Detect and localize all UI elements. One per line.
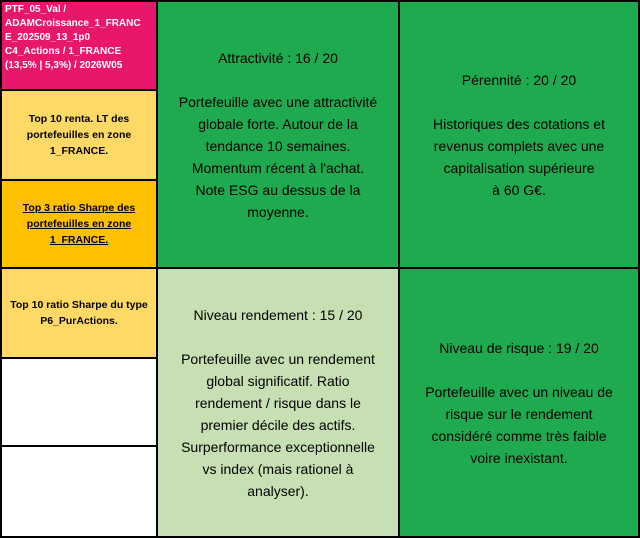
risque-title: Niveau de risque : 19 / 20 — [439, 339, 599, 356]
ranking-item-label: Top 10 renta. LT des portefeuilles en zone 1_FRANCE. — [26, 113, 132, 157]
text-line: considéré comme très faible — [431, 427, 607, 444]
text-line: globale forte. Autour de la — [198, 115, 358, 132]
text-line: revenus complets avec une — [433, 137, 605, 154]
risque-panel — [398, 267, 640, 538]
ranking-item-sharpe-zone[interactable] — [0, 179, 158, 269]
ranking-item-empty — [0, 445, 158, 538]
text-line: vs index (mais rationel à — [202, 460, 354, 477]
header-line: ADAMCroissance_1_FRANC — [5, 18, 141, 29]
text-line: capitalisation supérieure — [443, 159, 595, 176]
risque-text — [425, 381, 613, 469]
text-line: Portefeuille avec un rendement — [181, 350, 375, 367]
text-line: analyser). — [247, 482, 309, 499]
attractivite-text — [179, 91, 377, 223]
text-line: à 60 G€. — [492, 181, 546, 198]
text-line: tendance 10 semaines. — [205, 137, 351, 154]
ranking-item-empty — [0, 357, 158, 447]
header-line: (13,5% | 5,3%) / 2026W05 — [5, 60, 123, 71]
text-line: Note ESG au dessus de la — [195, 181, 361, 198]
perennite-title: Pérennité : 20 / 20 — [461, 71, 577, 88]
rendement-panel — [156, 267, 400, 538]
perennite-text — [433, 113, 605, 201]
text-line: rendement / risque dans le — [195, 394, 361, 411]
attractivite-panel — [156, 0, 400, 269]
header-line: C4_Actions / 1_FRANCE — [5, 46, 122, 57]
text-line: moyenne. — [247, 203, 309, 220]
header-line: PTF_05_Val / — [5, 4, 67, 15]
text-line: voire inexistant. — [470, 449, 568, 466]
rendement-title: Niveau rendement : 15 / 20 — [193, 306, 363, 323]
text-line: Momentum récent à l'achat. — [191, 159, 365, 176]
ranking-item-label: Top 10 ratio Sharpe du type P6_PurActions. — [10, 299, 148, 327]
attractivite-title: Attractivité : 16 / 20 — [218, 49, 338, 66]
rendement-text — [181, 348, 375, 502]
text-line: Portefeuille avec une attractivité — [178, 93, 378, 110]
text-line: Surperformance exceptionnelle — [181, 438, 375, 455]
text-line: global significatif. Ratio — [206, 372, 350, 389]
text-line: risque sur le rendement — [445, 405, 593, 422]
header-line: E_202509_13_1p0 — [5, 32, 91, 43]
portfolio-header — [0, 0, 158, 91]
text-line: premier décile des actifs. — [200, 416, 356, 433]
ranking-item-sharpe-type[interactable] — [0, 267, 158, 359]
text-line: Portefeuille avec un niveau de — [425, 383, 613, 400]
perennite-panel — [398, 0, 640, 269]
text-line: Historiques des cotations et — [433, 115, 605, 132]
ranking-item-renta[interactable] — [0, 89, 158, 181]
ranking-item-label: Top 3 ratio Sharpe des portefeuilles en zone 1_FRANCE. — [22, 202, 136, 246]
